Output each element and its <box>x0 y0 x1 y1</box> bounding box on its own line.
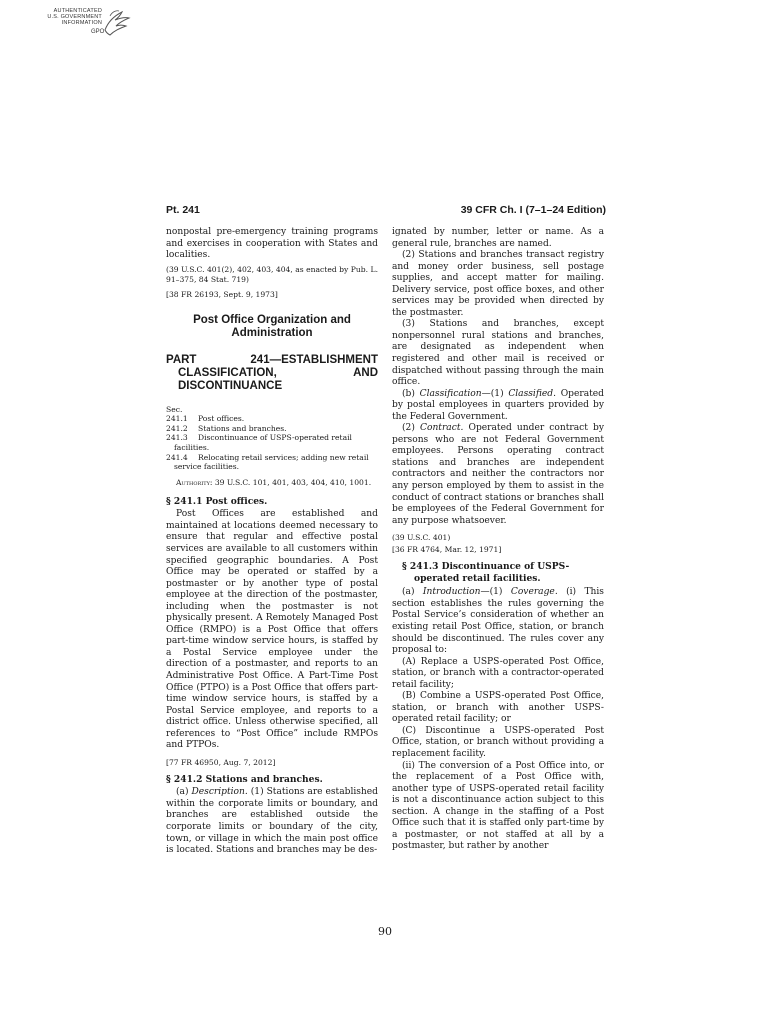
seal-text <box>38 8 102 27</box>
running-header <box>166 204 606 218</box>
section-241-1-heading: § 241.1 Post offices. <box>166 495 268 507</box>
paragraph-subheading: Coverage <box>510 587 555 598</box>
toc-item-number: 241.3 <box>166 433 188 443</box>
intro-fr-reference: [38 FR 26193, Sept. 9, 1973] <box>166 289 278 299</box>
authority-statement <box>166 478 378 488</box>
intro-citation: (39 U.S.C. 401(2), 402, 403, 404, as enacted by Pub. L. 91–375, 84 Stat. 719) <box>166 264 378 284</box>
paragraph-A: (A) Replace a USPS-operated Post Office, station, or branch with a contractor-operated retail facility; <box>392 656 604 690</box>
right-column <box>392 227 604 853</box>
paragraph-b-2 <box>392 423 604 527</box>
paragraph-text: (1) Stations are established within the corporate limits or boundary, and branches are established outside the corporate limits or boundary of the city, town, or village in which the main post office is located. Stations and branches may be des- <box>166 787 378 856</box>
intro-paragraph: nonpostal pre-emergency training programs and exercises in cooperation with States and localities. <box>166 227 378 261</box>
page-number: 90 <box>378 925 392 938</box>
paragraph-label: (a) <box>402 587 423 598</box>
toc-item-text: Stations and branches. <box>198 423 287 433</box>
authority-text: 39 U.S.C. 101, 401, 403, 404, 410, 1001. <box>212 477 372 487</box>
paragraph-text: Operated under contract by persons who are not Federal Government employees. Persons operating contract stations and branches are independent contractors and neither the contractors nor any person employed by them to assist in the conduct of contract stations or branches shall be employees of the Federal Government for any purpose whatsoever. <box>392 423 604 526</box>
paragraph-ii: (ii) The conversion of a Post Office into, or the replacement of a Post Office with, another type of USPS-operated retail facility is not a discontinuance action subject to this section. A change in the staffing of a Post Office such that it is staffed only part-time by a postmaster, or not staffed at all by a postmaster, but rather by another <box>392 760 604 852</box>
paragraph-label: (a) <box>176 787 192 798</box>
paragraph-text: Operated by postal employees in quarters provided by the Federal Government. <box>392 388 604 422</box>
toc-item-number: 241.1 <box>166 414 188 424</box>
paragraph-b-1 <box>392 389 604 424</box>
seal-line-2: U.S. GOVERNMENT <box>47 14 102 21</box>
paragraph-subnumber: —(1) <box>480 587 511 598</box>
paragraph-heading: Description. <box>191 787 248 798</box>
toc-item <box>166 414 378 424</box>
toc-item-text: Discontinuance of USPS-operated retail facilities. <box>174 433 352 453</box>
paragraph-C: (C) Discontinue a USPS-operated Post Office, station, or branch without providing a replacement facility. <box>392 725 604 759</box>
subchapter-title: Post Office Organization and Administration <box>193 313 351 339</box>
paragraph-label: (2) <box>402 423 421 434</box>
paragraph-heading: Contract. <box>420 423 464 434</box>
paragraph-label: (b) <box>402 388 420 399</box>
section-241-3-heading: § 241.3 Discontinuance of USPS-operated retail facilities. <box>402 561 570 584</box>
section-241-2-a-paragraph <box>166 787 378 856</box>
section-241-2-fr-reference: [36 FR 4764, Mar. 12, 1971] <box>392 545 502 555</box>
paragraph-a-2: (2) Stations and branches transact registry and money order business, sell postage supplies, and accept matter for mailing. Delivery service, post office boxes, and other services may be provided when directed by the postmaster. <box>392 250 604 318</box>
paragraph-a-3: (3) Stations and branches, except nonpersonnel rural stations and branches, are designated as independent when registered and other mail is received or dispatched without passing through the main office. <box>392 319 604 388</box>
toc-item-text: Relocating retail services; adding new retail service facilities. <box>174 452 369 472</box>
toc-item <box>166 433 378 452</box>
paragraph-a-1-i <box>392 587 604 656</box>
table-of-contents <box>166 405 378 472</box>
seal-line-3: INFORMATION <box>61 20 102 27</box>
section-241-2-heading: § 241.2 Stations and branches. <box>166 773 323 785</box>
paragraph-subnumber: —(1) <box>481 388 509 399</box>
paragraph-text: . (i) This section establishes the rules governing the Postal Service’s consideration of whether an existing retail Post Office, station, or branch should be discontinued. The rules cover any proposal to: <box>392 587 604 656</box>
left-column <box>166 227 378 857</box>
part-title: PART 241—ESTABLISHMENT CLASSIFICATION, AND DISCONTINUANCE <box>166 353 378 392</box>
toc-item-number: 241.2 <box>166 423 188 433</box>
seal-line-1: AUTHENTICATED <box>53 8 102 14</box>
paragraph-subheading: Classified. <box>508 388 557 399</box>
part-label: Pt. 241 <box>166 204 200 216</box>
seal-gpo-label: GPO <box>91 29 105 35</box>
toc-item <box>166 453 378 472</box>
authority-label: Authority: <box>176 477 213 487</box>
paragraph-B: (B) Combine a USPS-operated Post Office, station, or branch with another USPS-operated retail facility; or <box>392 691 604 725</box>
section-241-1-fr-reference: [77 FR 46950, Aug. 7, 2012] <box>166 757 276 767</box>
toc-item <box>166 424 378 434</box>
eagle-icon <box>102 8 132 40</box>
paragraph-heading: Classification <box>419 388 482 399</box>
toc-item-number: 241.4 <box>166 452 188 462</box>
authenticated-gpo-seal <box>38 8 148 48</box>
section-241-1-body: Post Offices are established and maintained at locations deemed necessary to ensure that regular and effective postal services are available to all customers within specified geographic boundaries. A Post Office may be operated or staffed by a postmaster or by another type of postal employee at the direction of the postmaster, including when the postmaster is not physically present. A Remotely Managed Post Office (RMPO) is a Post Office that offers part-time window service hours, is staffed by a Postal Service employee under the direction of a postmaster, and reports to an Administrative Post Office. A Part-Time Post Office (PTPO) is a Post Office that offers part-time window service hours, is staffed by a Postal Service employee, and reports to a district office. Unless otherwise specified, all references to “Post Office” include RMPOs and PTPOs. <box>166 509 378 751</box>
paragraph-heading: Introduction <box>422 587 481 598</box>
toc-item-text: Post offices. <box>198 414 245 424</box>
section-241-2-citation: (39 U.S.C. 401) <box>392 533 451 543</box>
toc-sec-label: Sec. <box>166 404 183 414</box>
continued-paragraph: ignated by number, letter or name. As a general rule, branches are named. <box>392 227 604 249</box>
cfr-edition-label: 39 CFR Ch. I (7–1–24 Edition) <box>460 204 606 216</box>
